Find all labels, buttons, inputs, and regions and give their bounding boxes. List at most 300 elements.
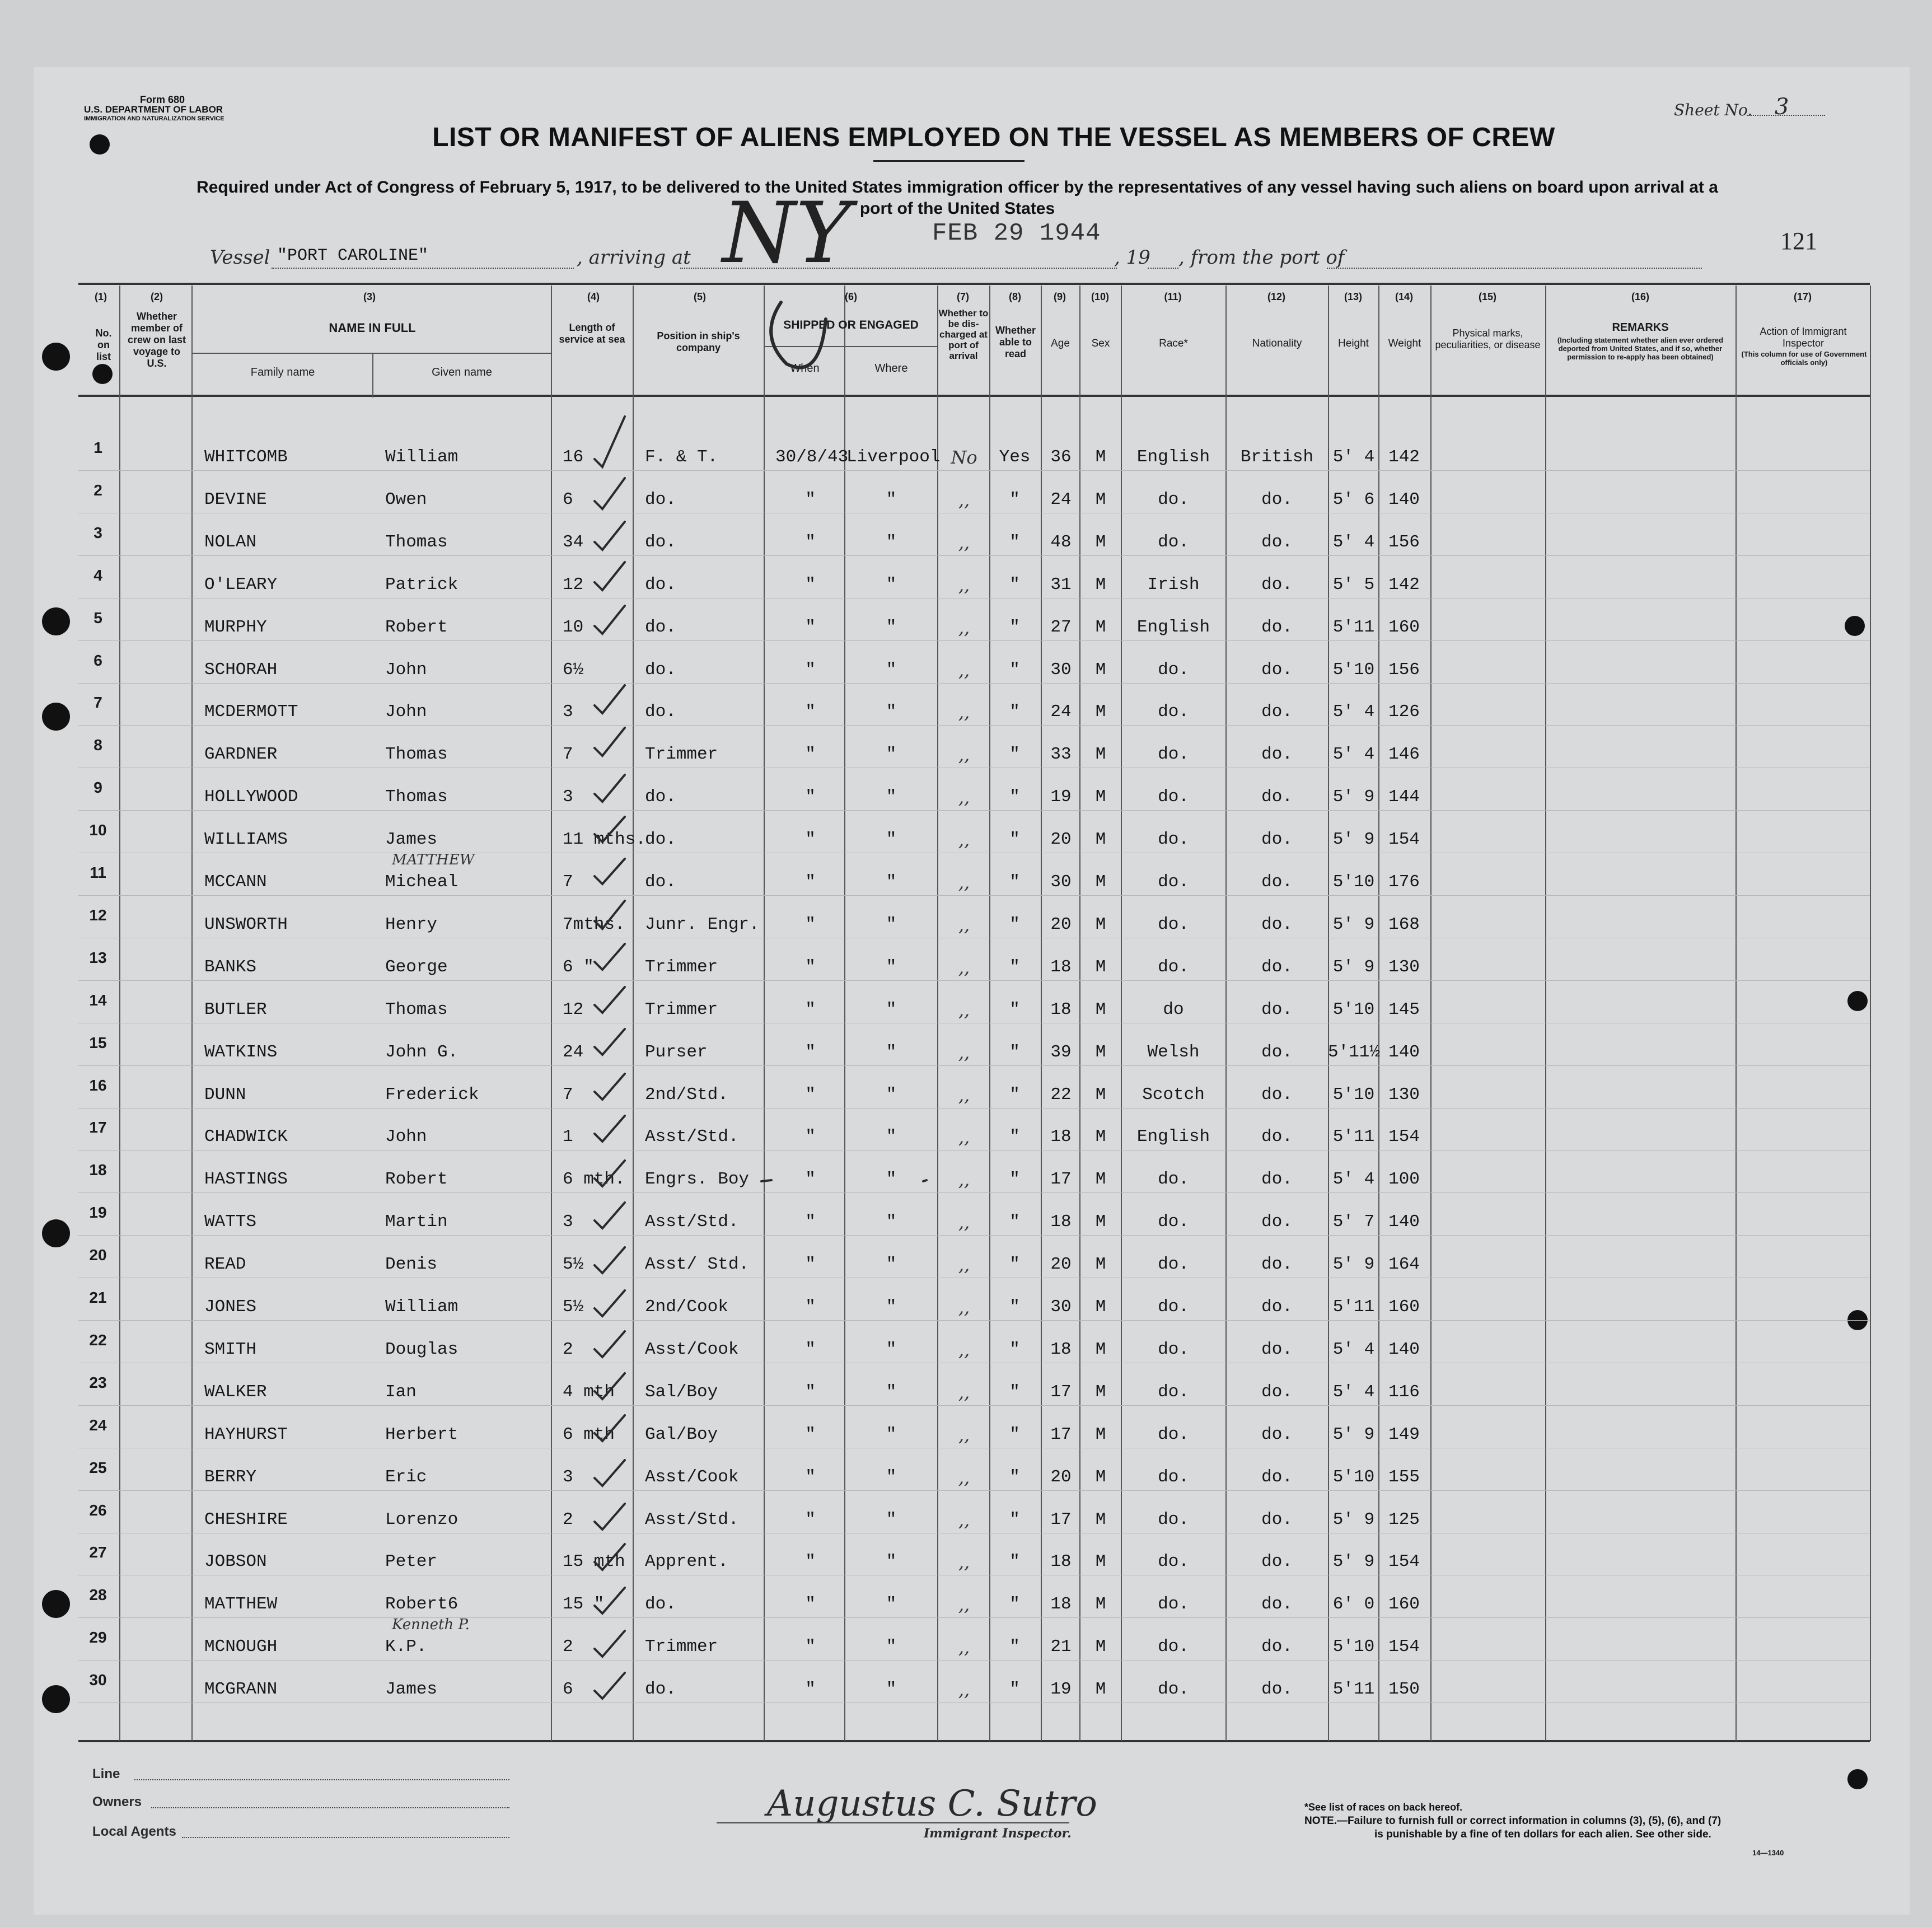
cell-race: Welsh	[1147, 1042, 1200, 1062]
cell-service: 16	[563, 447, 584, 467]
cell-height: 5'11	[1332, 617, 1375, 637]
cell-race: do.	[1158, 1637, 1189, 1657]
department: U.S. DEPARTMENT OF LABOR	[84, 104, 223, 115]
cell-where: "	[886, 660, 897, 680]
cell-where: "	[886, 1509, 897, 1530]
cell-age: 20	[1050, 914, 1072, 934]
cell-height: 5' 5	[1332, 574, 1375, 595]
cell-family: DUNN	[204, 1084, 246, 1105]
date-stamp: FEB 29 1944	[932, 219, 1101, 247]
row-number: 19	[89, 1204, 107, 1222]
cell-given: Eric	[385, 1467, 427, 1487]
cell-service: 11 mths.	[563, 830, 646, 850]
cell-disch: ,,	[958, 616, 970, 638]
col-num: (15)	[1478, 291, 1496, 302]
cell-service: 6 mth	[563, 1424, 615, 1444]
cell-service: 1	[563, 1127, 573, 1147]
cell-nationality: do.	[1261, 745, 1293, 765]
cell-race: do.	[1158, 830, 1189, 850]
cell-race: do.	[1158, 787, 1189, 807]
cell-given: Thomas	[385, 999, 448, 1019]
cell-nationality: British	[1240, 447, 1314, 467]
col-num: (2)	[151, 291, 163, 302]
cell-sex: M	[1095, 1127, 1106, 1147]
row-number: 14	[89, 991, 107, 1009]
cell-age: 39	[1050, 1042, 1072, 1062]
cell-age: 20	[1050, 1255, 1072, 1275]
cell-family: CHESHIRE	[204, 1509, 288, 1530]
cell-race: do.	[1158, 702, 1189, 722]
cell-service: 3	[563, 1212, 573, 1232]
cell-family: WALKER	[204, 1382, 267, 1402]
col-num: (10)	[1091, 291, 1109, 302]
signature-line	[717, 1822, 1069, 1823]
inspector-signature: Augustus C. Sutro	[767, 1783, 1097, 1825]
cell-position: do.	[645, 660, 676, 680]
row-number: 30	[89, 1671, 107, 1689]
cell-given: Patrick	[385, 574, 459, 595]
cell-nationality: do.	[1261, 617, 1293, 637]
cell-weight: 140	[1388, 1212, 1420, 1232]
cell-position: do.	[645, 702, 676, 722]
cell-read: "	[1009, 1424, 1020, 1444]
cell-nationality: do.	[1261, 1127, 1293, 1147]
cell-nationality: do.	[1261, 660, 1293, 680]
cell-when: "	[805, 532, 816, 552]
cell-weight: 130	[1388, 957, 1420, 977]
cell-position: do.	[645, 787, 676, 807]
row-number: 17	[89, 1119, 107, 1136]
cell-family: GARDNER	[204, 745, 278, 765]
cell-race: do.	[1158, 957, 1189, 977]
cell-family: HAYHURST	[204, 1424, 288, 1444]
col-num: (5)	[694, 291, 706, 302]
col-num: (9)	[1054, 291, 1066, 302]
hdr-physical-marks: Physical marks, peculiarities, or disease	[1435, 328, 1541, 350]
cell-disch: ,,	[958, 1509, 970, 1531]
row-number: 2	[93, 481, 102, 499]
cell-service: 6½	[563, 660, 584, 680]
form-code: 14—1340	[1752, 1849, 1784, 1857]
cell-service: 3	[563, 1467, 573, 1487]
col-num: (1)	[95, 291, 107, 302]
row-number: 7	[93, 694, 102, 712]
cell-weight: 116	[1388, 1382, 1420, 1402]
cell-nationality: do.	[1261, 532, 1293, 552]
row-number: 8	[93, 736, 102, 754]
cell-given: Ian	[385, 1382, 417, 1402]
cell-where: "	[886, 1255, 897, 1275]
cell-nationality: do.	[1261, 1467, 1293, 1487]
hdr-given-name: Given name	[432, 366, 492, 378]
given-name-correction: MATTHEW	[392, 852, 475, 868]
col-num: (11)	[1164, 291, 1182, 302]
cell-read: "	[1009, 660, 1020, 680]
cell-weight: 160	[1388, 1594, 1420, 1615]
cell-family: BUTLER	[204, 999, 267, 1019]
cell-position: Purser	[645, 1042, 708, 1062]
cell-read: "	[1009, 1594, 1020, 1615]
cell-given: Denis	[385, 1255, 438, 1275]
row-number: 28	[89, 1586, 107, 1604]
cell-where: "	[886, 1042, 897, 1062]
cell-height: 5' 9	[1332, 1255, 1375, 1275]
cell-when: "	[805, 702, 816, 722]
cell-sex: M	[1095, 489, 1106, 509]
cell-height: 5' 4	[1332, 532, 1375, 552]
cell-height: 6' 0	[1332, 1594, 1375, 1615]
cell-when: "	[805, 1339, 816, 1359]
row-number: 5	[93, 609, 102, 626]
cell-read: "	[1009, 574, 1020, 595]
cell-family: HASTINGS	[204, 1170, 288, 1190]
cell-where: "	[886, 489, 897, 509]
cell-given: John	[385, 1127, 427, 1147]
cell-sex: M	[1095, 1212, 1106, 1232]
cell-family: HOLLYWOOD	[204, 787, 298, 807]
cell-service: 2	[563, 1509, 573, 1530]
cell-nationality: do.	[1261, 1552, 1293, 1572]
cell-where: Liverpool	[846, 447, 941, 467]
cell-age: 20	[1050, 1467, 1072, 1487]
cell-sex: M	[1095, 787, 1106, 807]
cell-disch: ,,	[958, 1679, 970, 1701]
cell-service: 6	[563, 1680, 573, 1700]
cell-race: do.	[1158, 1212, 1189, 1232]
cell-race: do.	[1158, 1170, 1189, 1190]
cell-read: "	[1009, 1382, 1020, 1402]
row-number: 24	[89, 1416, 107, 1434]
cell-when: "	[805, 1467, 816, 1487]
cell-where: "	[886, 1127, 897, 1147]
sheet-number: 3	[1775, 94, 1789, 120]
cell-race: Irish	[1147, 574, 1200, 595]
cell-given: Lorenzo	[385, 1509, 459, 1530]
cell-disch: ,,	[958, 1254, 970, 1276]
col-num: (8)	[1009, 291, 1021, 302]
cell-weight: 100	[1388, 1170, 1420, 1190]
cell-when: "	[805, 1509, 816, 1530]
cell-weight: 160	[1388, 1297, 1420, 1317]
hdr-weight: Weight	[1388, 338, 1421, 349]
cell-nationality: do.	[1261, 1424, 1293, 1444]
cell-service: 15 "	[563, 1594, 605, 1615]
cell-family: JOBSON	[204, 1552, 267, 1572]
cell-read: "	[1009, 489, 1020, 509]
cell-disch: ,,	[958, 787, 970, 808]
row-number: 10	[89, 821, 107, 839]
cell-family: SCHORAH	[204, 660, 278, 680]
from-port-label: , from the port of	[1178, 246, 1345, 269]
cell-where: "	[886, 1297, 897, 1317]
cell-height: 5'11	[1332, 1680, 1375, 1700]
row-number: 15	[89, 1033, 107, 1051]
cell-disch: ,,	[958, 1297, 970, 1318]
cell-where: "	[886, 1339, 897, 1359]
arriving-port: NY	[722, 185, 852, 282]
cell-nationality: do.	[1261, 702, 1293, 722]
cell-given: William	[385, 1297, 459, 1317]
cell-height: 5'11	[1332, 1127, 1375, 1147]
row-number: 29	[89, 1629, 107, 1647]
cell-when: "	[805, 1637, 816, 1657]
cell-age: 24	[1050, 489, 1072, 509]
cell-position: do.	[645, 532, 676, 552]
hdr-remarks: REMARKS	[1612, 321, 1669, 334]
vessel-label: Vessel	[210, 246, 270, 269]
cell-given: Douglas	[385, 1339, 459, 1359]
cell-read: "	[1009, 617, 1020, 637]
cell-weight: 130	[1388, 1084, 1420, 1105]
footer-line-label: Line	[92, 1766, 120, 1781]
cell-when: "	[805, 914, 816, 934]
cell-where: "	[886, 830, 897, 850]
cell-read: "	[1009, 957, 1020, 977]
cell-disch: ,,	[958, 659, 970, 681]
cell-when: "	[805, 489, 816, 509]
cell-height: 5' 4	[1332, 702, 1375, 722]
cell-read: "	[1009, 1042, 1020, 1062]
cell-disch: No	[951, 447, 977, 468]
cell-position: Trimmer	[645, 745, 718, 765]
cell-when: "	[805, 1255, 816, 1275]
cell-race: do.	[1158, 745, 1189, 765]
cell-where: "	[886, 957, 897, 977]
cell-sex: M	[1095, 1255, 1106, 1275]
footer-line-rule	[134, 1779, 509, 1780]
hdr-shipped-engaged: SHIPPED OR ENGAGED	[783, 319, 919, 331]
cell-weight: 140	[1388, 489, 1420, 509]
cell-sex: M	[1095, 1467, 1106, 1487]
row-number: 12	[89, 906, 107, 924]
cell-family: BANKS	[204, 957, 257, 977]
cell-position: do.	[645, 1594, 676, 1615]
cell-weight: 144	[1388, 787, 1420, 807]
cell-position: Asst/Std.	[645, 1212, 739, 1232]
cell-height: 5' 4	[1332, 1339, 1375, 1359]
cell-age: 30	[1050, 872, 1072, 892]
cell-age: 19	[1050, 787, 1072, 807]
cell-read: "	[1009, 1339, 1020, 1359]
cell-position: Trimmer	[645, 1637, 718, 1657]
col-num: (6)	[845, 291, 857, 302]
cell-weight: 126	[1388, 702, 1420, 722]
cell-family: CHADWICK	[204, 1127, 288, 1147]
cell-nationality: do.	[1261, 489, 1293, 509]
service: IMMIGRATION AND NATURALIZATION SERVICE	[84, 115, 224, 122]
cell-read: "	[1009, 1255, 1020, 1275]
cell-age: 18	[1050, 999, 1072, 1019]
cell-where: "	[886, 999, 897, 1019]
cell-disch: ,,	[958, 1424, 970, 1446]
cell-age: 30	[1050, 1297, 1072, 1317]
cell-position: do.	[645, 617, 676, 637]
footer-owners-rule	[151, 1807, 509, 1808]
cell-weight: 176	[1388, 872, 1420, 892]
hdr-able-read: Whether able to read	[995, 325, 1036, 359]
given-name-correction: Kenneth P.	[392, 1616, 470, 1634]
cell-service: 3	[563, 702, 573, 722]
cell-when: "	[805, 1594, 816, 1615]
cell-read: "	[1009, 830, 1020, 850]
cell-service: 4 mth	[563, 1382, 615, 1402]
cell-race: do	[1163, 999, 1184, 1019]
cell-read: "	[1009, 745, 1020, 765]
cell-service: 7	[563, 745, 573, 765]
races-note: *See list of races on back hereof.	[1304, 1802, 1463, 1813]
cell-nationality: do.	[1261, 1637, 1293, 1657]
cell-where: "	[886, 1467, 897, 1487]
cell-disch: ,,	[958, 531, 970, 553]
cell-age: 18	[1050, 1552, 1072, 1572]
col-num: (7)	[957, 291, 969, 302]
cell-age: 30	[1050, 660, 1072, 680]
cell-age: 18	[1050, 1212, 1072, 1232]
cell-age: 18	[1050, 1339, 1072, 1359]
cell-read: "	[1009, 1467, 1020, 1487]
page-number: 121	[1780, 227, 1817, 255]
cell-disch: ,,	[958, 999, 970, 1021]
col-num: (14)	[1395, 291, 1413, 302]
cell-height: 5' 9	[1332, 957, 1375, 977]
cell-weight: 154	[1388, 830, 1420, 850]
cell-where: "	[886, 702, 897, 722]
cell-where: "	[886, 1594, 897, 1615]
cell-weight: 168	[1388, 914, 1420, 934]
hdr-action-inspector: Action of Immigrant Inspector	[1760, 326, 1847, 349]
cell-read: "	[1009, 1170, 1020, 1190]
year-label: , 19	[1114, 246, 1150, 269]
cell-where: "	[886, 617, 897, 637]
cell-where: "	[886, 787, 897, 807]
cell-given: Robert	[385, 1170, 448, 1190]
cell-family: JONES	[204, 1297, 257, 1317]
cell-height: 5'11	[1332, 1297, 1375, 1317]
row-number: 16	[89, 1076, 107, 1094]
row-number: 4	[93, 566, 102, 584]
cell-weight: 154	[1388, 1127, 1420, 1147]
cell-read: "	[1009, 914, 1020, 934]
cell-race: do.	[1158, 1382, 1189, 1402]
col-num: (13)	[1344, 291, 1362, 302]
cell-sex: M	[1095, 1084, 1106, 1105]
cell-race: do.	[1158, 1509, 1189, 1530]
cell-nationality: do.	[1261, 1212, 1293, 1232]
cell-when: "	[805, 660, 816, 680]
cell-family: O'LEARY	[204, 574, 278, 595]
cell-sex: M	[1095, 1424, 1106, 1444]
hdr-discharged: Whether to be dis-charged at port of arrival	[938, 308, 989, 361]
cell-age: 27	[1050, 617, 1072, 637]
cell-when: "	[805, 999, 816, 1019]
cell-when: "	[805, 1680, 816, 1700]
row-number: 20	[89, 1246, 107, 1264]
cell-weight: 145	[1388, 999, 1420, 1019]
row-number: 9	[93, 779, 102, 797]
cell-position: do.	[645, 830, 676, 850]
cell-service: 5½	[563, 1297, 584, 1317]
cell-service: 15 mth	[563, 1552, 625, 1572]
cell-height: 5' 9	[1332, 830, 1375, 850]
cell-age: 18	[1050, 1127, 1072, 1147]
footer-agents-rule	[182, 1837, 509, 1838]
cell-disch: ,,	[958, 701, 970, 723]
cell-nationality: do.	[1261, 1594, 1293, 1615]
cell-sex: M	[1095, 660, 1106, 680]
cell-where: "	[886, 574, 897, 595]
cell-service: 10	[563, 617, 584, 637]
cell-when: "	[805, 957, 816, 977]
cell-weight: 156	[1388, 660, 1420, 680]
cell-sex: M	[1095, 1170, 1106, 1190]
hdr-member-last-voyage: Whether member of crew on last voyage to U.S.	[127, 311, 186, 369]
cell-nationality: do.	[1261, 787, 1293, 807]
cell-position: Engrs. Boy	[645, 1170, 750, 1190]
arriving-label: , arriving at	[577, 246, 691, 269]
cell-given: Frederick	[385, 1084, 479, 1105]
cell-race: do.	[1158, 1680, 1189, 1700]
cell-height: 5'11½	[1328, 1042, 1381, 1062]
cell-age: 24	[1050, 702, 1072, 722]
cell-position: Asst/Cook	[645, 1467, 739, 1487]
cell-height: 5' 7	[1332, 1212, 1375, 1232]
row-number: 27	[89, 1544, 107, 1561]
cell-race: English	[1136, 1127, 1210, 1147]
sheet-label: Sheet No.	[1674, 101, 1753, 119]
cell-position: Gal/Boy	[645, 1424, 718, 1444]
cell-age: 17	[1050, 1424, 1072, 1444]
cell-family: WILLIAMS	[204, 830, 288, 850]
cell-given: Thomas	[385, 745, 448, 765]
hdr-family-name: Family name	[250, 366, 315, 378]
cell-sex: M	[1095, 1382, 1106, 1402]
cell-given: James	[385, 1680, 438, 1700]
cell-when: "	[805, 1382, 816, 1402]
cell-disch: ,,	[958, 1381, 970, 1403]
cell-weight: 146	[1388, 745, 1420, 765]
cell-age: 33	[1050, 745, 1072, 765]
cell-position: Asst/Std.	[645, 1127, 739, 1147]
cell-disch: ,,	[958, 1041, 970, 1063]
cell-service: 6 mth.	[563, 1170, 625, 1190]
cell-position: 2nd/Std.	[645, 1084, 728, 1105]
row-number: 6	[93, 651, 102, 669]
row-number: 25	[89, 1458, 107, 1476]
cell-position: F. & T.	[645, 447, 718, 467]
cell-when: "	[805, 872, 816, 892]
row-number: 21	[89, 1289, 107, 1306]
row-number: 23	[89, 1373, 107, 1391]
cell-where: "	[886, 1424, 897, 1444]
cell-age: 18	[1050, 957, 1072, 977]
cell-service: 7	[563, 1084, 573, 1105]
cell-disch: ,,	[958, 872, 970, 893]
cell-sex: M	[1095, 574, 1106, 595]
cell-disch: ,,	[958, 1084, 970, 1106]
cell-race: do.	[1158, 1594, 1189, 1615]
cell-service: 6 "	[563, 957, 594, 977]
cell-given: Owen	[385, 489, 427, 509]
cell-when: "	[805, 830, 816, 850]
cell-race: do.	[1158, 532, 1189, 552]
cell-race: do.	[1158, 1255, 1189, 1275]
cell-age: 17	[1050, 1509, 1072, 1530]
cell-sex: M	[1095, 1680, 1106, 1700]
cell-family: SMITH	[204, 1339, 257, 1359]
cell-when: "	[805, 1552, 816, 1572]
cell-where: "	[886, 1680, 897, 1700]
cell-sex: M	[1095, 1552, 1106, 1572]
